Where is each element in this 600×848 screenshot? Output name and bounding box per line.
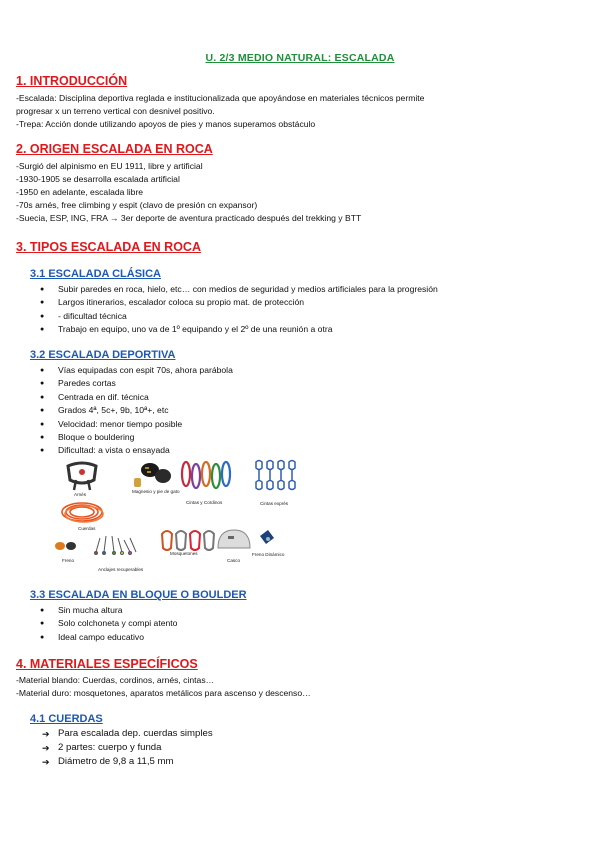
label-mosquetones: Mosquetones (170, 551, 198, 556)
list-item: ● Ideal campo educativo (40, 631, 177, 644)
label-freno-dinamico: Freno Dinámico (252, 552, 285, 557)
intro-line-1: -Escalada: Disciplina deportiva reglada e institucionalizada que apoyándose en materiales técnicos permite (16, 93, 425, 103)
label-cintas-expres: Cintas exprés (260, 501, 289, 506)
climbing-equipment-image (50, 458, 300, 580)
origen-line-4: -70s arnés, free climbing y espit (clavo de presión cn expansor) (16, 200, 258, 210)
list-item: ➔ Para escalada dep. cuerdas simples (42, 727, 213, 741)
label-anclajes: Anclajes recuperables (98, 567, 144, 572)
origen-line-3: -1950 en adelante, escalada libre (16, 187, 144, 197)
carabiners-icon (162, 531, 214, 550)
deportiva-list (40, 364, 233, 458)
heading-escalada-deportiva: 3.2 ESCALADA DEPORTIVA (30, 349, 176, 361)
rope-icon (62, 503, 103, 522)
list-item: ● Largos itinerarios, escalador coloca su propio mat. de protección (40, 296, 438, 309)
heading-tipos: 3. TIPOS ESCALADA EN ROCA (16, 240, 201, 254)
materiales-line-2: -Material duro: mosquetones, aparatos metálicos para ascenso y descenso… (16, 688, 311, 698)
list-item: ➔ 2 partes: cuerpo y funda (42, 741, 213, 755)
label-arnes: Arnés (74, 492, 87, 497)
list-item: ● - dificultad técnica (40, 310, 438, 323)
heading-origen: 2. ORIGEN ESCALADA EN ROCA (16, 142, 213, 156)
label-cintas-cordinos: Cintas y Cordinos (186, 500, 223, 505)
quickdraws-icon (256, 461, 295, 490)
anchors-icon (95, 536, 137, 555)
list-item: ● Sin mucha altura (40, 604, 177, 617)
list-item: ● Solo colchoneta y compi atento (40, 617, 177, 630)
list-item: ● Centrada en dif. técnica (40, 391, 233, 404)
document-title: U. 2/3 MEDIO NATURAL: ESCALADA (205, 52, 395, 64)
list-item: ● Velocidad: menor tiempo posible (40, 418, 233, 431)
intro-line-2: progresar x un terreno vertical con desnivel positivo. (16, 106, 215, 116)
belay-device-icon (55, 542, 76, 550)
list-item: ● Dificultad: a vista o ensayada (40, 444, 233, 457)
label-freno: Freno (62, 558, 75, 563)
climbing-shoes-icon (134, 463, 171, 487)
list-item: ● Bloque o bouldering (40, 431, 233, 444)
origen-line-1: -Surgió del alpinismo en EU 1911, libre y artificial (16, 161, 203, 171)
heading-cuerdas: 4.1 CUERDAS (30, 713, 103, 725)
label-magnesio: Magnesio y pie de gato (132, 489, 180, 494)
label-casco: Casco (227, 558, 241, 563)
bloque-list (40, 604, 177, 644)
list-item: ● Trabajo en equipo, uno va de 1º equipando y el 2º de una reunión a otra (40, 323, 438, 336)
dynamic-belay-icon (260, 530, 274, 544)
origen-line-2: -1930-1905 se desarrolla escalada artificial (16, 174, 180, 184)
heading-escalada-bloque: 3.3 ESCALADA EN BLOQUE O BOULDER (30, 589, 247, 601)
slings-icon (182, 462, 230, 488)
harness-icon (68, 463, 96, 490)
list-item: ● Subir paredes en roca, hielo, etc… con medios de seguridad y medios artificiales para la progresión (40, 283, 438, 296)
helmet-icon (218, 530, 250, 548)
list-item: ➔ Diámetro de 9,8 a 11,5 mm (42, 755, 213, 769)
intro-line-3: -Trepa: Acción donde utilizando apoyos de pies y manos superamos obstáculo (16, 119, 316, 129)
heading-introduccion: 1. INTRODUCCIÓN (16, 74, 128, 88)
heading-materiales: 4. MATERIALES ESPECÍFICOS (16, 657, 198, 671)
clasica-list (40, 283, 438, 337)
heading-escalada-clasica: 3.1 ESCALADA CLÁSICA (30, 268, 161, 280)
materiales-line-1: -Material blando: Cuerdas, cordinos, arnés, cintas… (16, 675, 215, 685)
list-item: ● Vías equipadas con espit 70s, ahora parábola (40, 364, 233, 377)
list-item: ● Grados 4ª, 5c+, 9b, 10ª+, etc (40, 404, 233, 417)
list-item: ● Paredes cortas (40, 377, 233, 390)
cuerdas-list (42, 727, 213, 769)
label-cuerdas: Cuerdas (78, 526, 96, 531)
origen-line-5: -Suecia, ESP, ING, FRA → 3er deporte de aventura practicado después del trekking y BTT (16, 213, 362, 223)
